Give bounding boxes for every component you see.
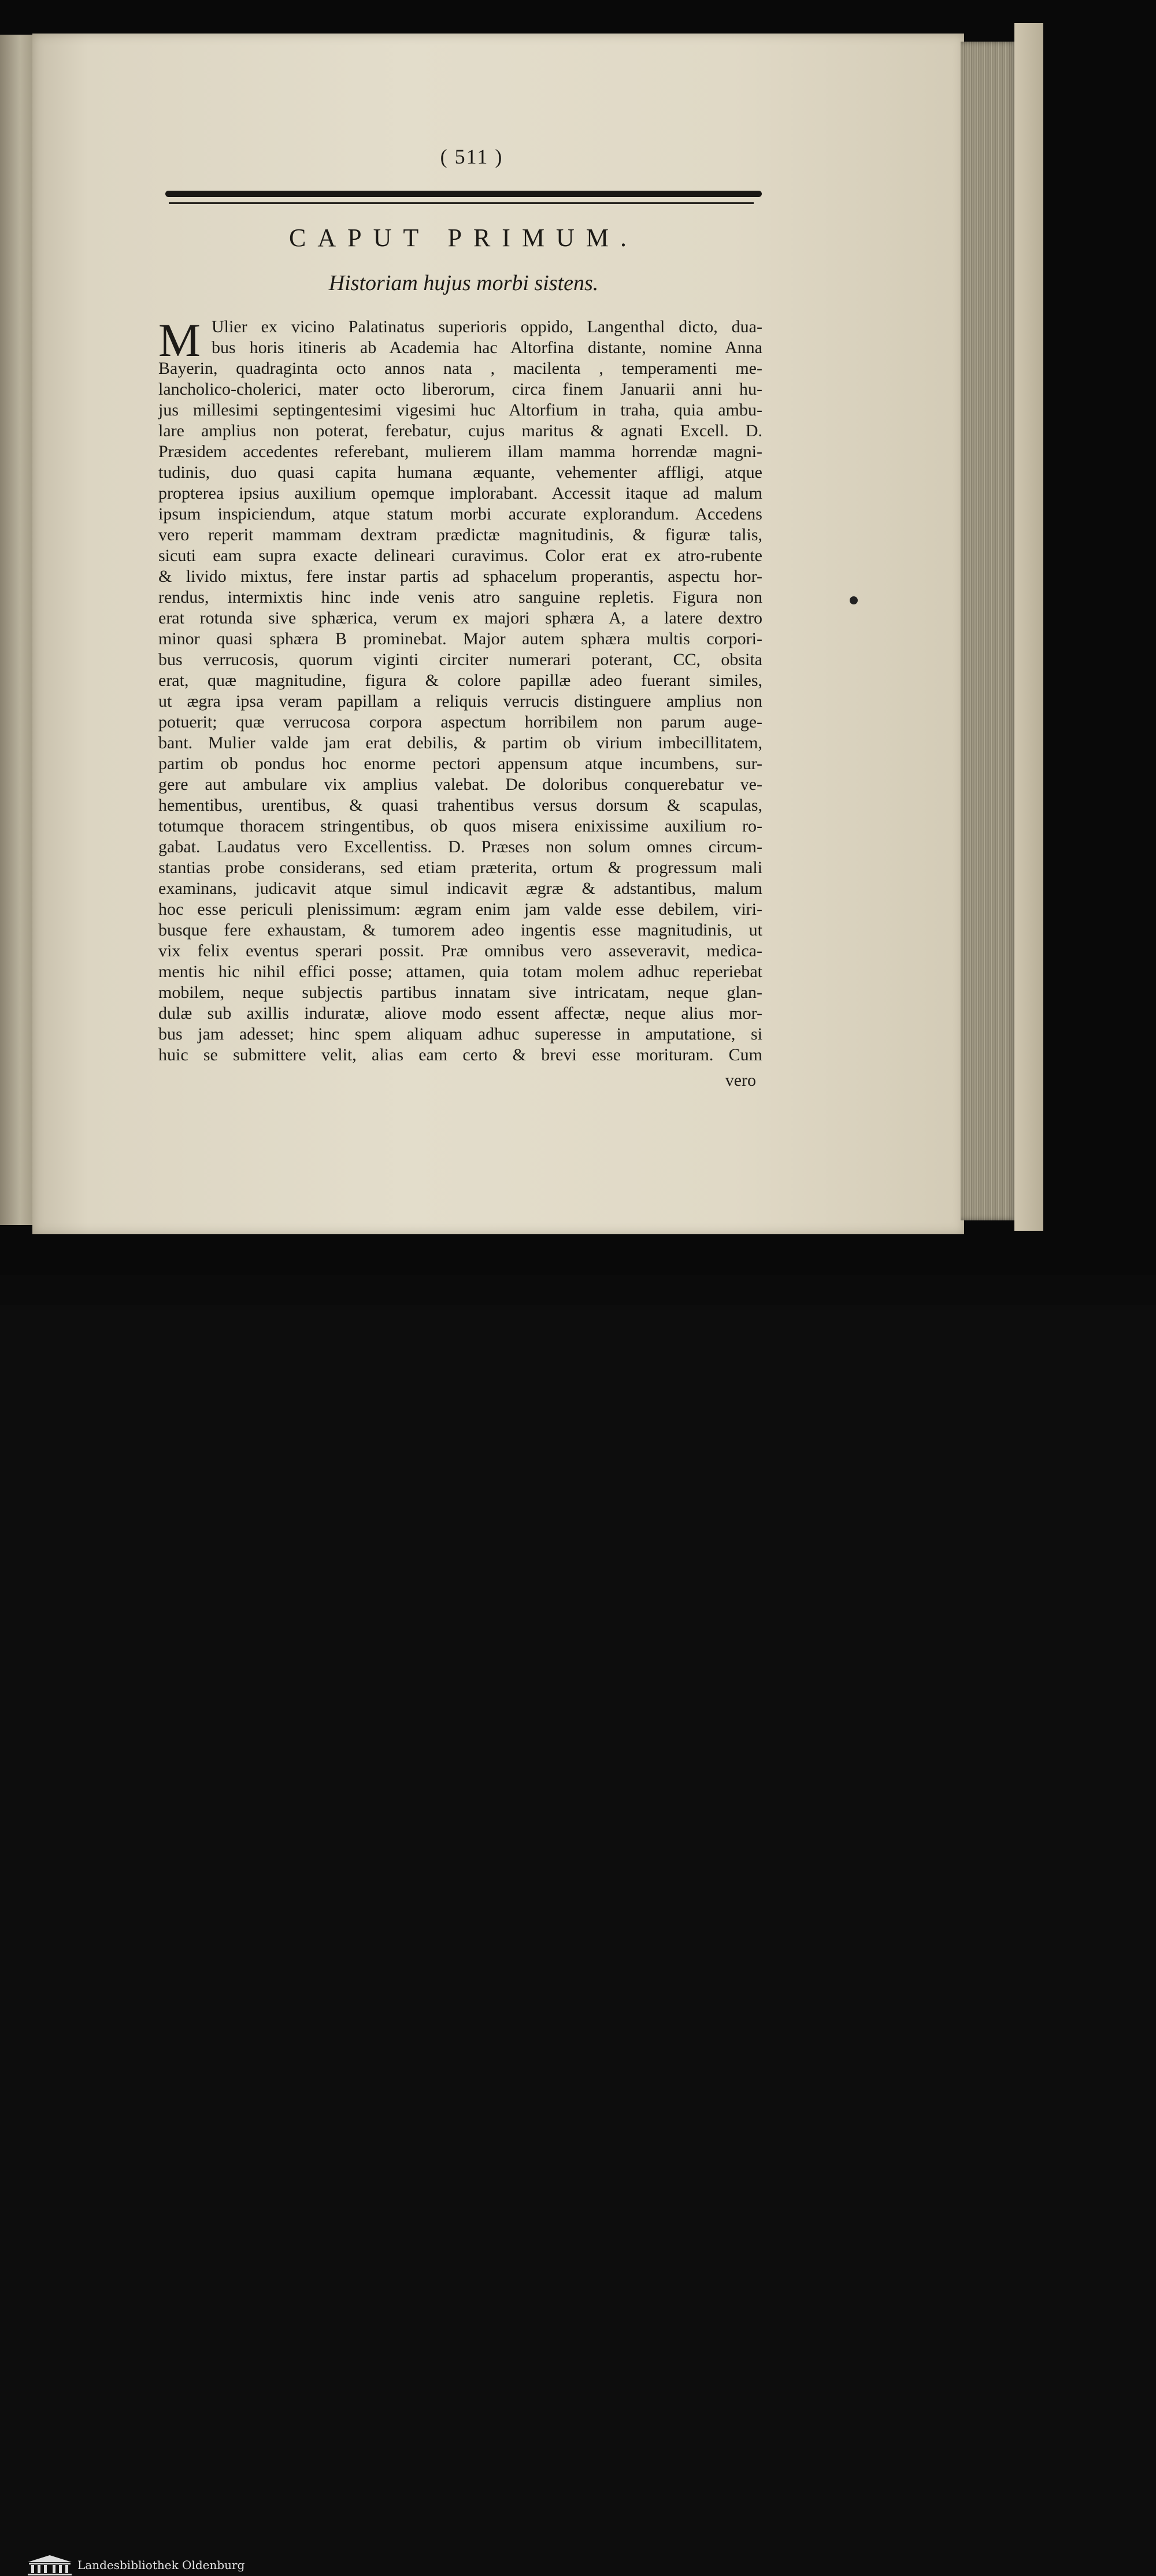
- text-line: bus horis itineris ab Academia hac Altorfina distante, nomine Anna: [212, 338, 762, 357]
- heading-rule-thin: [169, 202, 754, 204]
- body-text: [158, 314, 762, 1066]
- text-line: mobilem, neque subjectis partibus innatam sive intricatam, neque glan-: [158, 983, 762, 1002]
- text-line: ipsum inspiciendum, atque statum morbi accurate explorandum. Accedens: [158, 504, 762, 524]
- text-line: gere aut ambulare vix amplius valebat. De doloribus conquerebatur ve-: [158, 775, 762, 794]
- text-line: ut ægra ipsa veram papillam a reliquis verrucis distinguere amplius non: [158, 692, 762, 711]
- text-line: propterea ipsius auxilium opemque implorabant. Accessit itaque ad malum: [158, 484, 762, 503]
- text-line: Bayerin, quadraginta octo annos nata , macilenta , temperamenti me-: [158, 359, 762, 378]
- text-line: hoc esse periculi plenissimum: ægram enim jam valde esse debilem, viri-: [158, 900, 762, 919]
- text-line: sicuti eam supra exacte delineari curavimus. Color erat ex atro-rubente: [158, 546, 762, 565]
- text-line: lare amplius non poterat, ferebatur, cujus maritus & agnati Excell. D.: [158, 421, 762, 440]
- drop-cap: M: [158, 314, 201, 366]
- page-number: ( 511 ): [440, 145, 503, 168]
- text-line: vix felix eventus sperari possit. Præ omnibus vero asseveravit, medica-: [158, 941, 762, 960]
- text-line: bus jam adesset; hinc spem aliquam adhuc superesse in amputatione, si: [158, 1025, 762, 1044]
- left-page-edge: [0, 35, 34, 1225]
- catchword: vero: [725, 1071, 756, 1090]
- text-line: mentis hic nihil effici posse; attamen, quia totam molem adhuc reperiebat: [158, 962, 762, 981]
- text-line: potuerit; quæ verrucosa corpora aspectum horribilem non parum auge-: [158, 712, 762, 732]
- scan-area: [0, 0, 1156, 1275]
- margin-dot: [850, 596, 858, 604]
- book-cover-edge: [1014, 23, 1043, 1231]
- text-line: examinans, judicavit atque simul indicavit ægræ & adstantibus, malum: [158, 879, 762, 898]
- text-line: vero reperit mammam dextram prædictæ magnitudinis, & figuræ talis,: [158, 525, 762, 544]
- text-line: hementibus, urentibus, & quasi trahentibus versus dorsum & scapulas,: [158, 796, 762, 815]
- footer-bar: [0, 1275, 1156, 2572]
- chapter-title: CAPUT PRIMUM.: [289, 224, 638, 252]
- text-line: jus millesimi septingentesimi vigesimi huc Altorfium in traha, quia ambu-: [158, 400, 762, 420]
- text-line: tudinis, duo quasi capita humana æquante, vehementer affligi, atque: [158, 463, 762, 482]
- text-line: minor quasi sphæra B prominebat. Major autem sphæra multis corpori-: [158, 629, 762, 648]
- text-line: & livido mixtus, fere instar partis ad sphacelum properantis, aspectu hor-: [158, 567, 762, 586]
- text-line: bus verrucosis, quorum viginti circiter numerari poterant, CC, obsita: [158, 650, 762, 669]
- text-line: totumque thoracem stringentibus, ob quos misera enixissime auxilium ro-: [158, 816, 762, 836]
- text-lines: [158, 314, 762, 1066]
- text-line: rendus, intermixtis hinc inde venis atro sanguine repletis. Figura non: [158, 588, 762, 607]
- book-page: [32, 34, 964, 1234]
- text-line: dulæ sub axillis induratæ, aliove modo essent affectæ, neque alius mor-: [158, 1004, 762, 1023]
- library-name: Landesbibliothek Oldenburg: [77, 2558, 245, 2572]
- text-line: gabat. Laudatus vero Excellentiss. D. Præses non solum omnes circum-: [158, 837, 762, 856]
- text-line: Ulier ex vicino Palatinatus superioris oppido, Langenthal dicto, dua-: [212, 317, 762, 336]
- text-line: Præsidem accedentes referebant, mulierem illam mamma horrendæ magni-: [158, 442, 762, 461]
- text-line: partim ob pondus hoc enorme pectori appensum atque incumbens, sur-: [158, 754, 762, 773]
- chapter-subtitle: Historiam hujus morbi sistens.: [328, 271, 599, 295]
- text-line: erat, quæ magnitudine, figura & colore papillæ adeo fuerant similes,: [158, 671, 762, 690]
- page-edges: [961, 42, 1017, 1220]
- text-line: bant. Mulier valde jam erat debilis, & partim ob virium imbecillitatem,: [158, 733, 762, 752]
- text-line: stantias probe considerans, sed etiam præterita, ortum & progressum mali: [158, 858, 762, 877]
- text-line: lancholico-cholerici, mater octo liberorum, circa finem Januarii anni hu-: [158, 380, 762, 399]
- text-line: erat rotunda sive sphærica, verum ex majori sphæra A, a latere dextro: [158, 608, 762, 628]
- heading-rule: [165, 191, 762, 197]
- text-line: busque fere exhaustam, & tumorem adeo ingentis esse magnitudinis, ut: [158, 920, 762, 940]
- text-line: huic se submittere velit, alias eam certo & brevi esse morituram. Cum: [158, 1045, 762, 1064]
- library-building-icon: [27, 2554, 73, 2576]
